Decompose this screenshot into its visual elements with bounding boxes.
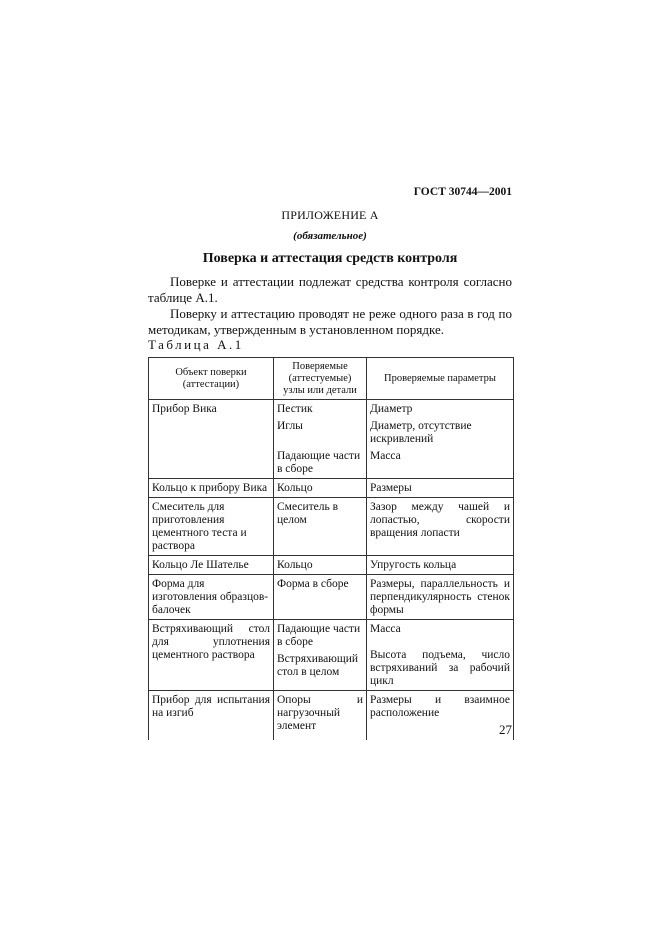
cell-param: Упругость кольца [367,556,514,575]
cell-param: Размеры [367,479,514,498]
cell-param: Масса [370,623,401,635]
cell-part: Иглы [277,420,303,432]
cell-param: Высота подъема, число встряхиваний за рабочий цикл [370,649,510,687]
table-header-row [149,358,514,400]
cell-params [367,620,514,691]
cell-part: Пестик [277,403,313,415]
appendix-label: ПРИЛОЖЕНИЕ А [281,208,379,222]
cell-parts [274,620,367,691]
table-row [149,498,514,556]
cell-params [367,400,514,479]
cell-part: Падающие части в сборе [277,623,361,648]
cell-param: Диаметр, отсутствие искривлений [370,420,472,445]
cell-parts [274,400,367,479]
cell-part: Кольцо [274,556,367,575]
cell-object: Кольцо к прибору Вика [149,479,274,498]
verification-table [148,357,514,740]
cell-param: Масса [370,450,401,462]
cell-param: Размеры и взаимное расположение [367,691,514,741]
appendix-status: (обязательное) [293,230,367,242]
table-row [149,400,514,479]
table-row [149,691,514,741]
cell-object: Прибор для испытания на изгиб [149,691,274,741]
page-number: 27 [499,722,512,737]
paragraph-1: Поверке и аттестации подлежат средства контроля согласно таблице А.1. [148,274,512,305]
cell-part: Падающие части в сборе [277,450,361,475]
cell-param: Диаметр [370,403,413,415]
table-row [149,479,514,498]
cell-object: Кольцо Ле Шателье [149,556,274,575]
table-caption: Таблица А.1 [148,337,244,352]
table-row [149,556,514,575]
cell-part: Форма в сборе [274,575,367,620]
cell-part: Встряхивающий стол в целом [277,653,359,678]
table-row [149,575,514,620]
column-header-object: Объект поверки (аттестации) [149,358,274,400]
table-row [149,620,514,691]
column-header-params: Проверяемые параметры [367,358,514,400]
appendix-title: Поверка и аттестация средств контроля [202,251,458,266]
column-header-parts: Поверяемые (аттестуемые) узлы или детали [274,358,367,400]
cell-param: Размеры, параллельность и перпендикулярность стенок формы [367,575,514,620]
cell-param: Зазор между чашей и лопастью, скорости вращения лопасти [367,498,514,556]
cell-object: Встряхивающий стол для уплотнения цементного раствора [149,620,274,691]
cell-object: Прибор Вика [149,400,274,479]
cell-object: Смеситель для приготовления цементного теста и раствора [149,498,274,556]
paragraph-2: Поверку и аттестацию проводят не реже одного раза в год по методикам, утвержденным в установленном порядке. [148,306,512,337]
cell-part: Смеситель в целом [274,498,367,556]
cell-part: Опоры и нагрузочный элемент [274,691,367,741]
document-number: ГОСТ 30744—2001 [413,186,512,198]
cell-object: Форма для изготовления образцов-балочек [149,575,274,620]
cell-part: Кольцо [274,479,367,498]
